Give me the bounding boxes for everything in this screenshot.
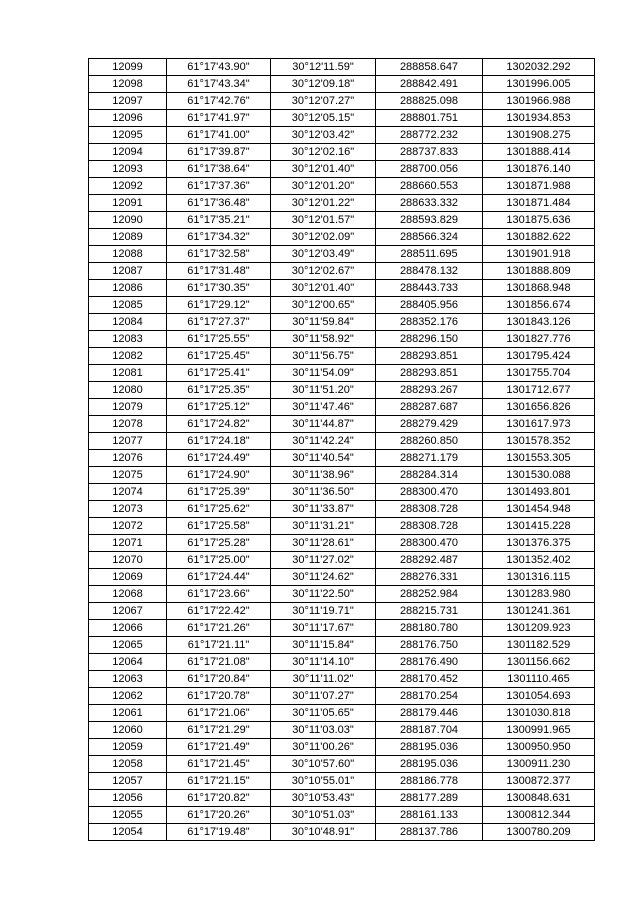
longitude-cell: 30°11'17.67": [271, 620, 376, 637]
x-coordinate-cell: 288566.324: [376, 229, 483, 246]
table-row: [89, 739, 595, 756]
x-coordinate-cell: 288252.984: [376, 586, 483, 603]
x-coordinate-cell: 288308.728: [376, 501, 483, 518]
table-row: [89, 416, 595, 433]
longitude-cell: 30°12'03.49": [271, 246, 376, 263]
table-row: [89, 620, 595, 637]
x-coordinate-cell: 288593.829: [376, 212, 483, 229]
table-row: [89, 807, 595, 824]
coordinates-table: [88, 58, 595, 841]
table-row: [89, 688, 595, 705]
y-coordinate-cell: 1300848.631: [483, 790, 595, 807]
x-coordinate-cell: 288293.851: [376, 348, 483, 365]
y-coordinate-cell: 1301530.088: [483, 467, 595, 484]
longitude-cell: 30°11'11.02": [271, 671, 376, 688]
longitude-cell: 30°11'38.96": [271, 467, 376, 484]
point-number-cell: 12068: [89, 586, 167, 603]
point-number-cell: 12065: [89, 637, 167, 654]
y-coordinate-cell: 1301996.005: [483, 76, 595, 93]
longitude-cell: 30°11'27.02": [271, 552, 376, 569]
table-row: [89, 586, 595, 603]
table-row: [89, 501, 595, 518]
latitude-cell: 61°17'21.29": [167, 722, 271, 739]
table-row: [89, 280, 595, 297]
x-coordinate-cell: 288825.098: [376, 93, 483, 110]
table-row: [89, 824, 595, 841]
point-number-cell: 12059: [89, 739, 167, 756]
x-coordinate-cell: 288801.751: [376, 110, 483, 127]
table-row: [89, 637, 595, 654]
latitude-cell: 61°17'25.45": [167, 348, 271, 365]
latitude-cell: 61°17'25.39": [167, 484, 271, 501]
x-coordinate-cell: 288170.452: [376, 671, 483, 688]
point-number-cell: 12090: [89, 212, 167, 229]
y-coordinate-cell: 1301934.853: [483, 110, 595, 127]
table-row: [89, 246, 595, 263]
point-number-cell: 12055: [89, 807, 167, 824]
latitude-cell: 61°17'27.37": [167, 314, 271, 331]
x-coordinate-cell: 288405.956: [376, 297, 483, 314]
y-coordinate-cell: 1301966.988: [483, 93, 595, 110]
latitude-cell: 61°17'21.15": [167, 773, 271, 790]
x-coordinate-cell: 288271.179: [376, 450, 483, 467]
point-number-cell: 12086: [89, 280, 167, 297]
y-coordinate-cell: 1301656.826: [483, 399, 595, 416]
latitude-cell: 61°17'20.84": [167, 671, 271, 688]
longitude-cell: 30°11'15.84": [271, 637, 376, 654]
y-coordinate-cell: 1301182.529: [483, 637, 595, 654]
longitude-cell: 30°11'03.03": [271, 722, 376, 739]
latitude-cell: 61°17'25.58": [167, 518, 271, 535]
y-coordinate-cell: 1302032.292: [483, 59, 595, 76]
latitude-cell: 61°17'43.34": [167, 76, 271, 93]
x-coordinate-cell: 288195.036: [376, 756, 483, 773]
point-number-cell: 12079: [89, 399, 167, 416]
x-coordinate-cell: 288292.487: [376, 552, 483, 569]
longitude-cell: 30°12'01.40": [271, 280, 376, 297]
y-coordinate-cell: 1301110.465: [483, 671, 595, 688]
longitude-cell: 30°11'58.92": [271, 331, 376, 348]
x-coordinate-cell: 288300.470: [376, 484, 483, 501]
longitude-cell: 30°10'55.01": [271, 773, 376, 790]
x-coordinate-cell: 288842.491: [376, 76, 483, 93]
x-coordinate-cell: 288443.733: [376, 280, 483, 297]
point-number-cell: 12077: [89, 433, 167, 450]
latitude-cell: 61°17'21.49": [167, 739, 271, 756]
table-row: [89, 654, 595, 671]
x-coordinate-cell: 288858.647: [376, 59, 483, 76]
x-coordinate-cell: 288293.267: [376, 382, 483, 399]
point-number-cell: 12061: [89, 705, 167, 722]
longitude-cell: 30°10'48.91": [271, 824, 376, 841]
x-coordinate-cell: 288700.056: [376, 161, 483, 178]
latitude-cell: 61°17'39.87": [167, 144, 271, 161]
y-coordinate-cell: 1301030.818: [483, 705, 595, 722]
x-coordinate-cell: 288478.132: [376, 263, 483, 280]
x-coordinate-cell: 288772.232: [376, 127, 483, 144]
latitude-cell: 61°17'41.00": [167, 127, 271, 144]
x-coordinate-cell: 288279.429: [376, 416, 483, 433]
latitude-cell: 61°17'37.36": [167, 178, 271, 195]
x-coordinate-cell: 288352.176: [376, 314, 483, 331]
table-row: [89, 790, 595, 807]
table-row: [89, 76, 595, 93]
longitude-cell: 30°11'42.24": [271, 433, 376, 450]
x-coordinate-cell: 288511.695: [376, 246, 483, 263]
x-coordinate-cell: 288195.036: [376, 739, 483, 756]
x-coordinate-cell: 288180.780: [376, 620, 483, 637]
point-number-cell: 12075: [89, 467, 167, 484]
y-coordinate-cell: 1301875.636: [483, 212, 595, 229]
longitude-cell: 30°10'51.03": [271, 807, 376, 824]
table-row: [89, 382, 595, 399]
latitude-cell: 61°17'20.78": [167, 688, 271, 705]
y-coordinate-cell: 1301888.414: [483, 144, 595, 161]
longitude-cell: 30°12'09.18": [271, 76, 376, 93]
y-coordinate-cell: 1300780.209: [483, 824, 595, 841]
table-row: [89, 331, 595, 348]
latitude-cell: 61°17'21.45": [167, 756, 271, 773]
longitude-cell: 30°10'53.43": [271, 790, 376, 807]
y-coordinate-cell: 1301876.140: [483, 161, 595, 178]
point-number-cell: 12078: [89, 416, 167, 433]
x-coordinate-cell: 288177.289: [376, 790, 483, 807]
x-coordinate-cell: 288161.133: [376, 807, 483, 824]
y-coordinate-cell: 1300812.344: [483, 807, 595, 824]
x-coordinate-cell: 288300.470: [376, 535, 483, 552]
point-number-cell: 12080: [89, 382, 167, 399]
longitude-cell: 30°11'59.84": [271, 314, 376, 331]
latitude-cell: 61°17'34.32": [167, 229, 271, 246]
longitude-cell: 30°11'33.87": [271, 501, 376, 518]
y-coordinate-cell: 1301871.484: [483, 195, 595, 212]
latitude-cell: 61°17'31.48": [167, 263, 271, 280]
x-coordinate-cell: 288137.786: [376, 824, 483, 841]
point-number-cell: 12056: [89, 790, 167, 807]
table-row: [89, 178, 595, 195]
y-coordinate-cell: 1301882.622: [483, 229, 595, 246]
latitude-cell: 61°17'21.08": [167, 654, 271, 671]
latitude-cell: 61°17'22.42": [167, 603, 271, 620]
point-number-cell: 12072: [89, 518, 167, 535]
point-number-cell: 12066: [89, 620, 167, 637]
point-number-cell: 12091: [89, 195, 167, 212]
latitude-cell: 61°17'36.48": [167, 195, 271, 212]
x-coordinate-cell: 288737.833: [376, 144, 483, 161]
latitude-cell: 61°17'25.41": [167, 365, 271, 382]
y-coordinate-cell: 1301054.693: [483, 688, 595, 705]
table-row: [89, 484, 595, 501]
y-coordinate-cell: 1301871.988: [483, 178, 595, 195]
longitude-cell: 30°12'05.15": [271, 110, 376, 127]
point-number-cell: 12069: [89, 569, 167, 586]
table-row: [89, 110, 595, 127]
table-row: [89, 722, 595, 739]
y-coordinate-cell: 1301908.275: [483, 127, 595, 144]
longitude-cell: 30°11'47.46": [271, 399, 376, 416]
longitude-cell: 30°12'00.65": [271, 297, 376, 314]
longitude-cell: 30°11'07.27": [271, 688, 376, 705]
point-number-cell: 12074: [89, 484, 167, 501]
table-row: [89, 314, 595, 331]
x-coordinate-cell: 288179.446: [376, 705, 483, 722]
y-coordinate-cell: 1301868.948: [483, 280, 595, 297]
x-coordinate-cell: 288260.850: [376, 433, 483, 450]
latitude-cell: 61°17'29.12": [167, 297, 271, 314]
longitude-cell: 30°12'11.59": [271, 59, 376, 76]
y-coordinate-cell: 1301856.674: [483, 297, 595, 314]
point-number-cell: 12063: [89, 671, 167, 688]
x-coordinate-cell: 288186.778: [376, 773, 483, 790]
point-number-cell: 12054: [89, 824, 167, 841]
table-row: [89, 518, 595, 535]
table-row: [89, 263, 595, 280]
longitude-cell: 30°11'54.09": [271, 365, 376, 382]
longitude-cell: 30°11'14.10": [271, 654, 376, 671]
point-number-cell: 12082: [89, 348, 167, 365]
longitude-cell: 30°12'02.09": [271, 229, 376, 246]
table-row: [89, 348, 595, 365]
point-number-cell: 12076: [89, 450, 167, 467]
point-number-cell: 12084: [89, 314, 167, 331]
x-coordinate-cell: 288287.687: [376, 399, 483, 416]
point-number-cell: 12098: [89, 76, 167, 93]
table-row: [89, 535, 595, 552]
x-coordinate-cell: 288176.490: [376, 654, 483, 671]
table-row: [89, 671, 595, 688]
point-number-cell: 12058: [89, 756, 167, 773]
point-number-cell: 12071: [89, 535, 167, 552]
table-row: [89, 93, 595, 110]
longitude-cell: 30°11'19.71": [271, 603, 376, 620]
latitude-cell: 61°17'35.21": [167, 212, 271, 229]
y-coordinate-cell: 1301493.801: [483, 484, 595, 501]
table-row: [89, 450, 595, 467]
x-coordinate-cell: 288660.553: [376, 178, 483, 195]
longitude-cell: 30°12'01.57": [271, 212, 376, 229]
table-row: [89, 212, 595, 229]
longitude-cell: 30°11'51.20": [271, 382, 376, 399]
y-coordinate-cell: 1301617.973: [483, 416, 595, 433]
point-number-cell: 12092: [89, 178, 167, 195]
latitude-cell: 61°17'20.82": [167, 790, 271, 807]
latitude-cell: 61°17'24.82": [167, 416, 271, 433]
y-coordinate-cell: 1301827.776: [483, 331, 595, 348]
latitude-cell: 61°17'41.97": [167, 110, 271, 127]
latitude-cell: 61°17'23.66": [167, 586, 271, 603]
latitude-cell: 61°17'38.64": [167, 161, 271, 178]
point-number-cell: 12088: [89, 246, 167, 263]
longitude-cell: 30°12'01.22": [271, 195, 376, 212]
latitude-cell: 61°17'21.06": [167, 705, 271, 722]
x-coordinate-cell: 288296.150: [376, 331, 483, 348]
y-coordinate-cell: 1300991.965: [483, 722, 595, 739]
point-number-cell: 12064: [89, 654, 167, 671]
table-row: [89, 229, 595, 246]
latitude-cell: 61°17'20.26": [167, 807, 271, 824]
y-coordinate-cell: 1301454.948: [483, 501, 595, 518]
point-number-cell: 12083: [89, 331, 167, 348]
latitude-cell: 61°17'25.28": [167, 535, 271, 552]
latitude-cell: 61°17'25.55": [167, 331, 271, 348]
point-number-cell: 12096: [89, 110, 167, 127]
point-number-cell: 12087: [89, 263, 167, 280]
y-coordinate-cell: 1301209.923: [483, 620, 595, 637]
point-number-cell: 12067: [89, 603, 167, 620]
y-coordinate-cell: 1300911.230: [483, 756, 595, 773]
point-number-cell: 12062: [89, 688, 167, 705]
longitude-cell: 30°12'02.16": [271, 144, 376, 161]
y-coordinate-cell: 1301843.126: [483, 314, 595, 331]
longitude-cell: 30°11'22.50": [271, 586, 376, 603]
y-coordinate-cell: 1301755.704: [483, 365, 595, 382]
point-number-cell: 12070: [89, 552, 167, 569]
table-row: [89, 297, 595, 314]
table-row: [89, 399, 595, 416]
y-coordinate-cell: 1301712.677: [483, 382, 595, 399]
y-coordinate-cell: 1300950.950: [483, 739, 595, 756]
longitude-cell: 30°11'28.61": [271, 535, 376, 552]
table-row: [89, 756, 595, 773]
y-coordinate-cell: 1301241.361: [483, 603, 595, 620]
latitude-cell: 61°17'19.48": [167, 824, 271, 841]
y-coordinate-cell: 1301352.402: [483, 552, 595, 569]
table-row: [89, 365, 595, 382]
latitude-cell: 61°17'21.11": [167, 637, 271, 654]
table-row: [89, 161, 595, 178]
longitude-cell: 30°12'01.40": [271, 161, 376, 178]
y-coordinate-cell: 1301415.228: [483, 518, 595, 535]
latitude-cell: 61°17'24.18": [167, 433, 271, 450]
point-number-cell: 12095: [89, 127, 167, 144]
point-number-cell: 12089: [89, 229, 167, 246]
longitude-cell: 30°12'03.42": [271, 127, 376, 144]
point-number-cell: 12093: [89, 161, 167, 178]
longitude-cell: 30°11'05.65": [271, 705, 376, 722]
y-coordinate-cell: 1301376.375: [483, 535, 595, 552]
latitude-cell: 61°17'25.12": [167, 399, 271, 416]
y-coordinate-cell: 1301901.918: [483, 246, 595, 263]
latitude-cell: 61°17'43.90": [167, 59, 271, 76]
x-coordinate-cell: 288276.331: [376, 569, 483, 586]
point-number-cell: 12081: [89, 365, 167, 382]
coordinates-table-body: [89, 59, 595, 841]
longitude-cell: 30°11'31.21": [271, 518, 376, 535]
longitude-cell: 30°11'00.26": [271, 739, 376, 756]
longitude-cell: 30°11'24.62": [271, 569, 376, 586]
y-coordinate-cell: 1301888.809: [483, 263, 595, 280]
y-coordinate-cell: 1300872.377: [483, 773, 595, 790]
table-row: [89, 603, 595, 620]
table-row: [89, 705, 595, 722]
latitude-cell: 61°17'30.35": [167, 280, 271, 297]
latitude-cell: 61°17'25.35": [167, 382, 271, 399]
x-coordinate-cell: 288633.332: [376, 195, 483, 212]
table-row: [89, 144, 595, 161]
latitude-cell: 61°17'24.90": [167, 467, 271, 484]
longitude-cell: 30°12'02.67": [271, 263, 376, 280]
point-number-cell: 12060: [89, 722, 167, 739]
latitude-cell: 61°17'24.44": [167, 569, 271, 586]
longitude-cell: 30°10'57.60": [271, 756, 376, 773]
table-row: [89, 569, 595, 586]
latitude-cell: 61°17'24.49": [167, 450, 271, 467]
longitude-cell: 30°12'07.27": [271, 93, 376, 110]
y-coordinate-cell: 1301553.305: [483, 450, 595, 467]
x-coordinate-cell: 288293.851: [376, 365, 483, 382]
table-row: [89, 552, 595, 569]
latitude-cell: 61°17'42.76": [167, 93, 271, 110]
point-number-cell: 12097: [89, 93, 167, 110]
y-coordinate-cell: 1301156.662: [483, 654, 595, 671]
point-number-cell: 12057: [89, 773, 167, 790]
table-row: [89, 773, 595, 790]
table-row: [89, 467, 595, 484]
y-coordinate-cell: 1301578.352: [483, 433, 595, 450]
y-coordinate-cell: 1301795.424: [483, 348, 595, 365]
point-number-cell: 12073: [89, 501, 167, 518]
latitude-cell: 61°17'21.26": [167, 620, 271, 637]
x-coordinate-cell: 288284.314: [376, 467, 483, 484]
point-number-cell: 12085: [89, 297, 167, 314]
latitude-cell: 61°17'32.58": [167, 246, 271, 263]
table-row: [89, 127, 595, 144]
longitude-cell: 30°12'01.20": [271, 178, 376, 195]
x-coordinate-cell: 288187.704: [376, 722, 483, 739]
latitude-cell: 61°17'25.00": [167, 552, 271, 569]
longitude-cell: 30°11'56.75": [271, 348, 376, 365]
longitude-cell: 30°11'44.87": [271, 416, 376, 433]
table-row: [89, 433, 595, 450]
point-number-cell: 12094: [89, 144, 167, 161]
longitude-cell: 30°11'36.50": [271, 484, 376, 501]
longitude-cell: 30°11'40.54": [271, 450, 376, 467]
x-coordinate-cell: 288170.254: [376, 688, 483, 705]
latitude-cell: 61°17'25.62": [167, 501, 271, 518]
x-coordinate-cell: 288308.728: [376, 518, 483, 535]
y-coordinate-cell: 1301316.115: [483, 569, 595, 586]
x-coordinate-cell: 288215.731: [376, 603, 483, 620]
x-coordinate-cell: 288176.750: [376, 637, 483, 654]
point-number-cell: 12099: [89, 59, 167, 76]
y-coordinate-cell: 1301283.980: [483, 586, 595, 603]
table-row: [89, 59, 595, 76]
table-row: [89, 195, 595, 212]
